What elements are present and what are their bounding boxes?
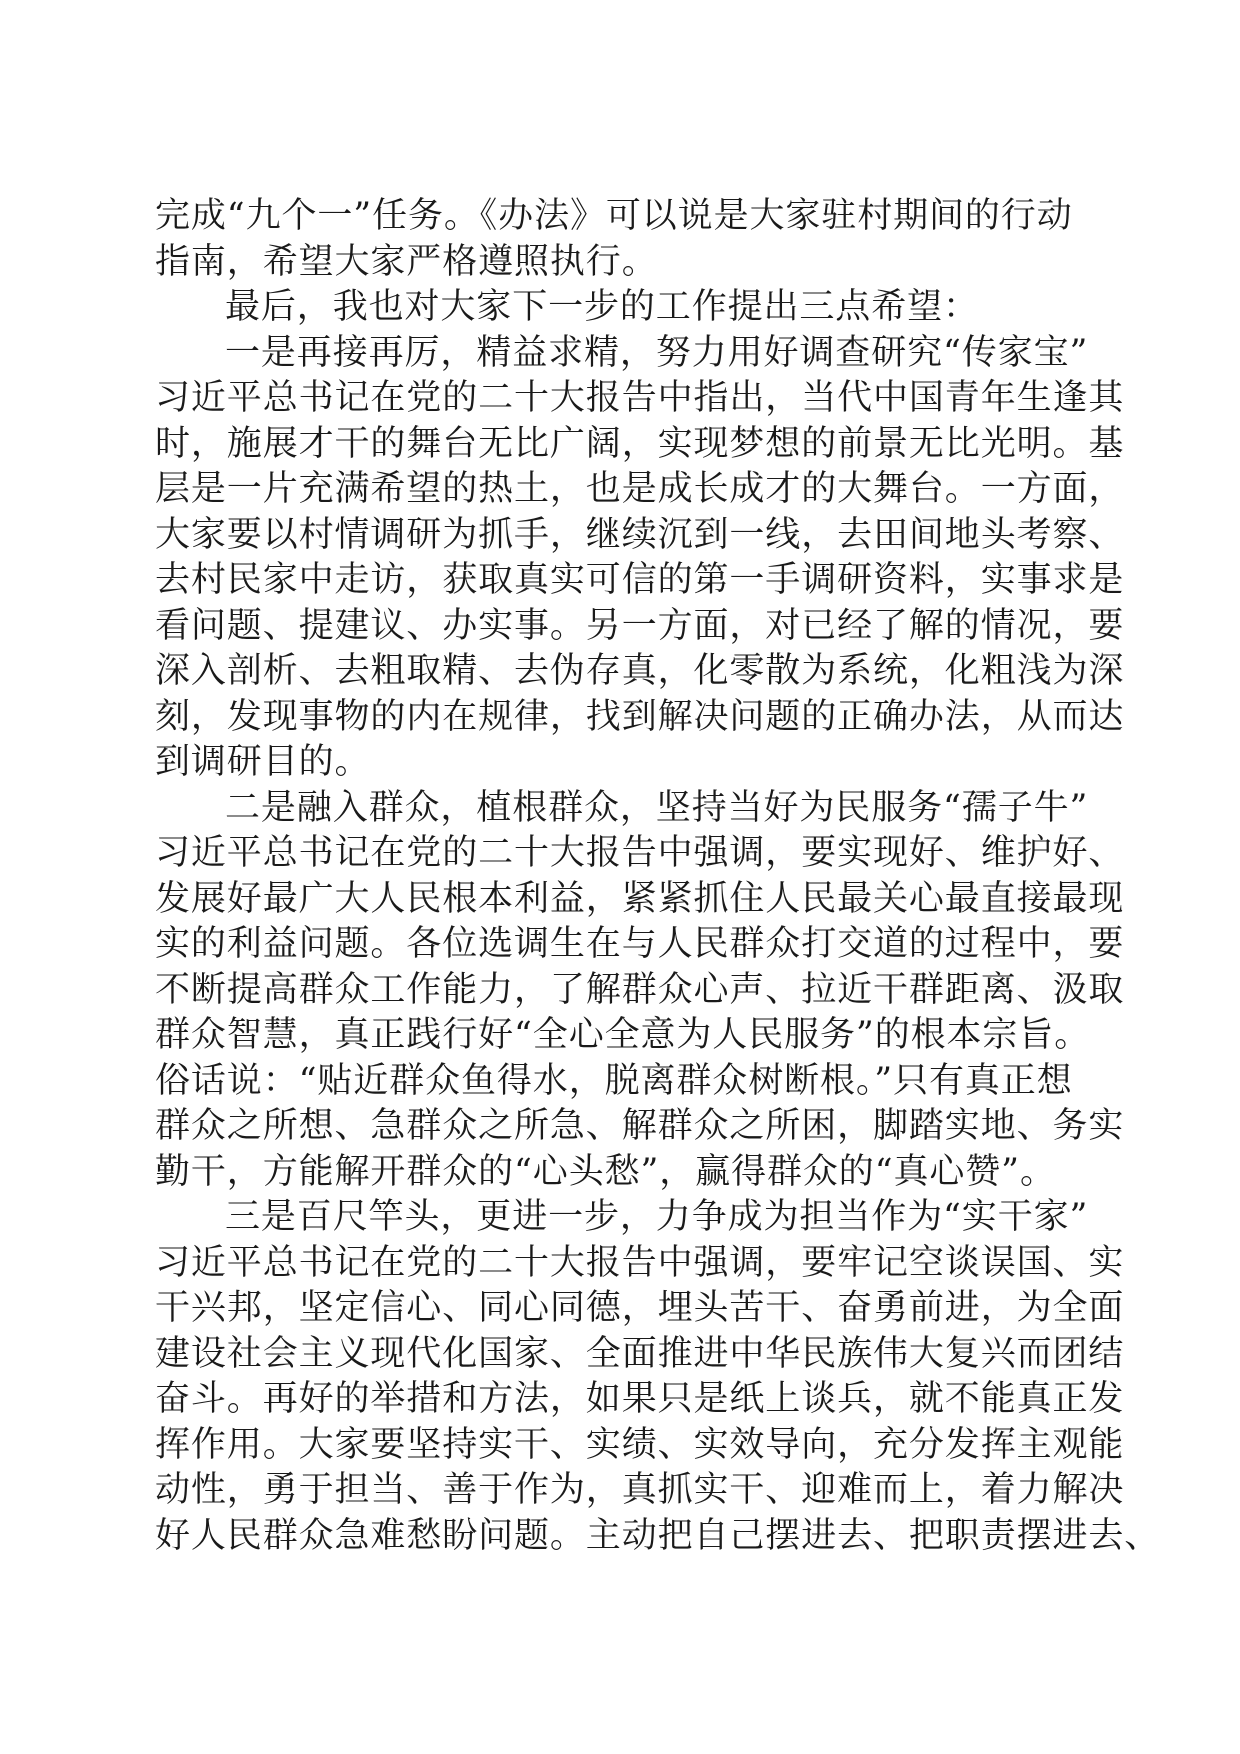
text-line: 到调研目的。	[155, 742, 371, 782]
text-line: 群众之所想、急群众之所急、解群众之所困，脚踏实地、务实	[155, 1106, 1125, 1146]
text-line: 完成“九个一”任务。《办法》可以说是大家驻村期间的行动	[155, 196, 1073, 236]
text-line: 奋斗。再好的举措和方法，如果只是纸上谈兵，就不能真正发	[155, 1379, 1125, 1419]
text-line: 建设社会主义现代化国家、全面推进中华民族伟大复兴而团结	[155, 1333, 1125, 1374]
text-line: 习近平总书记在党的二十大报告中指出，当代中国青年生逢其	[155, 378, 1125, 418]
text-line: 深入剖析、去粗取精、去伪存真，化零散为系统，化粗浅为深	[155, 651, 1125, 691]
text-line: 俗话说：“贴近群众鱼得水，脱离群众树断根。”只有真正想	[155, 1060, 1073, 1101]
text-line: 去村民家中走访，获取真实可信的第一手调研资料，实事求是	[155, 560, 1125, 600]
text-line: 时，施展才干的舞台无比广阔，实现梦想的前景无比光明。基	[155, 423, 1125, 464]
text-line: 习近平总书记在党的二十大报告中强调，要牢记空谈误国、实	[155, 1242, 1125, 1283]
text-line: 大家要以村情调研为抓手，继续沉到一线，去田间地头考察、	[155, 514, 1125, 555]
section-heading-line: 一是再接再厉，精益求精，努力用好调查研究“传家宝”	[225, 332, 1089, 373]
section-heading-line: 二是融入群众，植根群众，坚持当好为民服务“孺子牛”	[225, 787, 1089, 828]
text-line: 实的利益问题。各位选调生在与人民群众打交道的过程中，要	[155, 924, 1125, 964]
text-line: 好人民群众急难愁盼问题。主动把自己摆进去、把职责摆进去、	[155, 1515, 1161, 1556]
text-line: 挥作用。大家要坚持实干、实绩、实效导向，充分发挥主观能	[155, 1424, 1125, 1465]
text-line: 动性，勇于担当、善于作为，真抓实干、迎难而上，着力解决	[155, 1470, 1125, 1510]
text-line: 刻，发现事物的内在规律，找到解决问题的正确办法，从而达	[155, 696, 1125, 737]
text-line: 发展好最广大人民根本利益，紧紧抓住人民最关心最直接最现	[155, 878, 1125, 919]
text-line: 习近平总书记在党的二十大报告中强调，要实现好、维护好、	[155, 833, 1125, 873]
text-line: 看问题、提建议、办实事。另一方面，对已经了解的情况，要	[155, 605, 1125, 646]
section-heading-line: 三是百尺竿头，更进一步，力争成为担当作为“实干家”	[225, 1197, 1089, 1237]
text-line: 层是一片充满希望的热土，也是成长成才的大舞台。一方面，	[155, 469, 1125, 509]
text-line: 勤干，方能解开群众的“心头愁”，赢得群众的“真心赞”。	[155, 1151, 1056, 1192]
body-text	[155, 194, 1161, 1559]
text-line: 不断提高群众工作能力，了解群众心声、拉近干群距离、汲取	[155, 969, 1125, 1010]
text-line: 指南，希望大家严格遵照执行。	[155, 241, 658, 282]
text-line: 干兴邦，坚定信心、同心同德，埋头苦干、奋勇前进，为全面	[155, 1288, 1125, 1328]
text-line: 最后，我也对大家下一步的工作提出三点希望：	[225, 287, 979, 327]
text-line: 群众智慧，真正践行好“全心全意为人民服务”的根本宗旨。	[155, 1015, 1091, 1055]
